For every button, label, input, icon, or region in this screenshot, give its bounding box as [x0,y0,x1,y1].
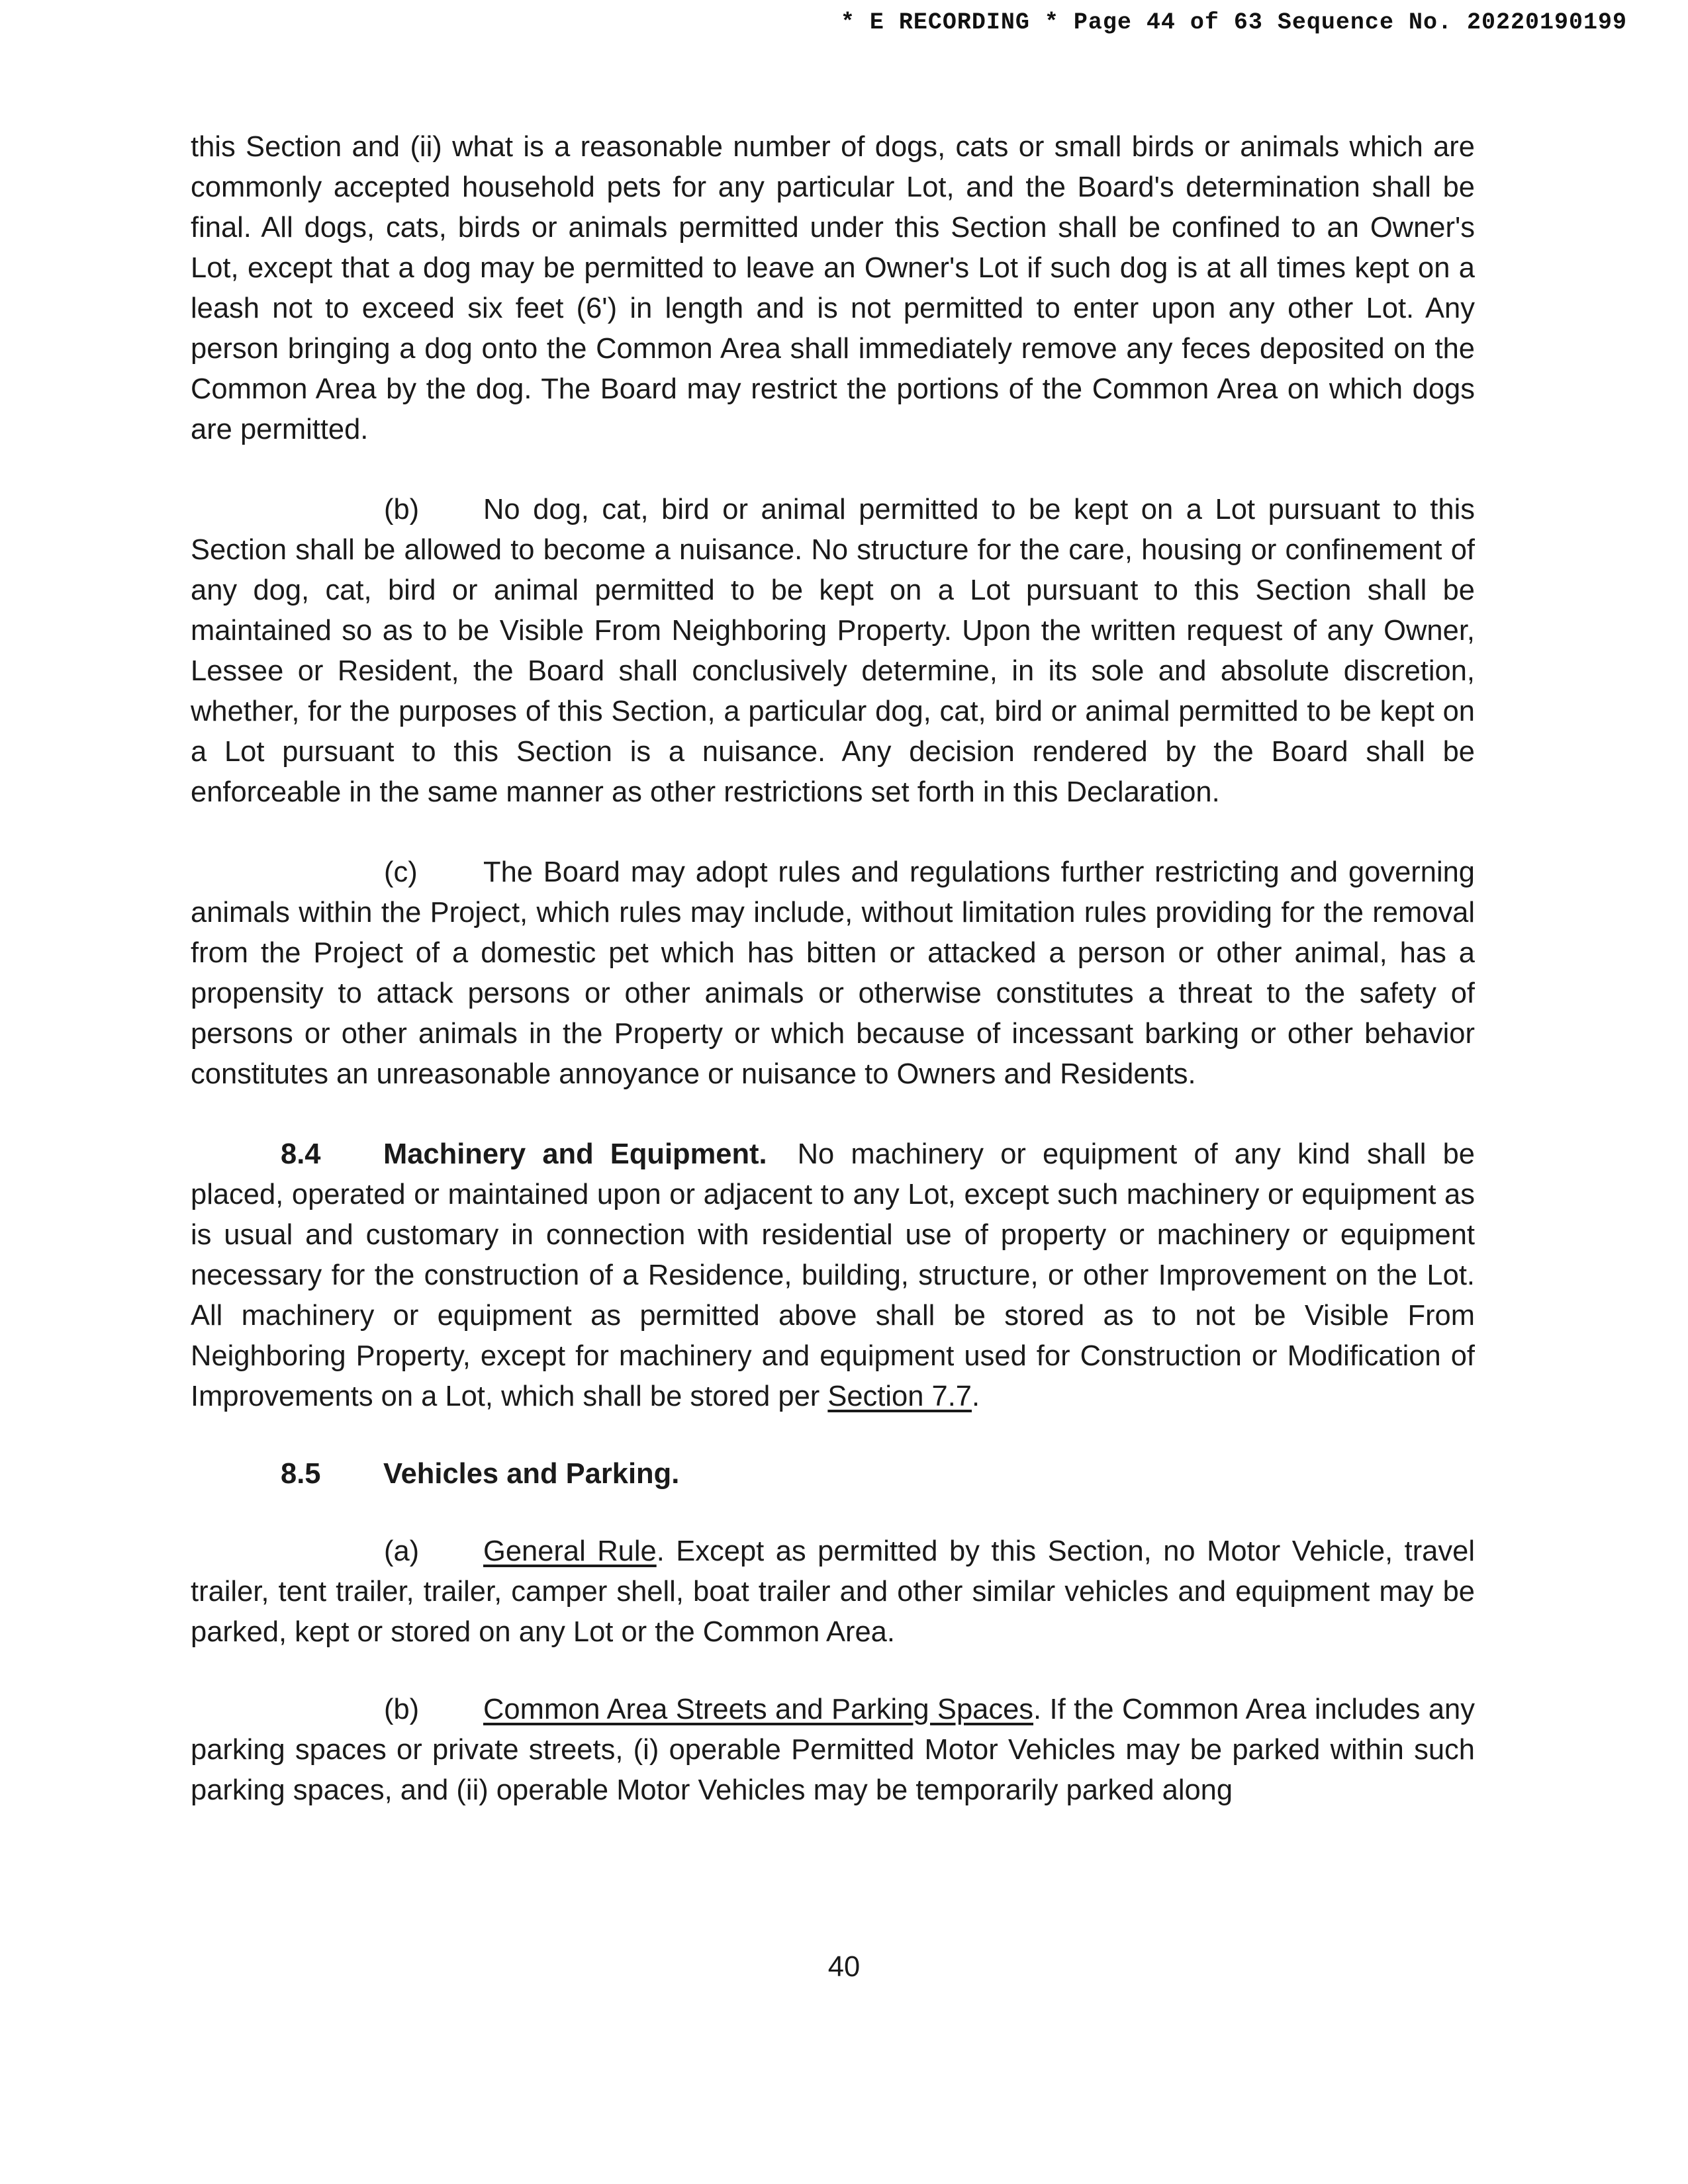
subsection-text-8-5-a: . Except as permitted by this Section, no Motor Vehicle, travel trailer, tent trailer, trailer, camper shell, boat trailer and other similar vehicles and equipment may be parked, kept or stored on any Lot or the Common Area. [191,1535,1475,1648]
paragraph-animals-b [191,490,1475,813]
section-end-8-4: . [972,1381,980,1412]
section-title-8-5: Vehicles and Parking. [383,1458,680,1490]
paragraph-animals-continued: this Section and (ii) what is a reasonable number of dogs, cats or small birds or animals which are commonly accepted household pets for any particular Lot, and the Board's determination shall be final. All dogs, cats, birds or animals permitted under this Section shall be confined to an Owner's Lot, except that a dog may be permitted to leave an Owner's Lot if such dog is at all times kept on a leash not to exceed six feet (6') in length and is not permitted to enter upon any other Lot. Any person bringing a dog onto the Common Area shall immediately remove any feces deposited on the Common Area by the dog. The Board may restrict the portions of the Common Area on which dogs are permitted. [191,131,1475,445]
subsection-label-c: (c) [384,856,418,888]
section-text-8-4: No machinery or equipment of any kind shall be placed, operated or maintained upon or adjacent to any Lot, except such machinery or equipment as is usual and customary in connection with residential use of property or machinery or equipment necessary for the construction of a Residence, building, structure, or other Improvement on the Lot. All machinery or equipment as permitted above shall be stored as to not be Visible From Neighboring Property, except for machinery and equipment used for Construction or Modification of Improvements on a Lot, which shall be stored per [191,1138,1475,1412]
section-8-4 [191,1134,1475,1417]
subsection-text-b: No dog, cat, bird or animal permitted to be kept on a Lot pursuant to this Section shall be allowed to become a nuisance. No structure for the care, housing or confinement of any dog, cat, bird or animal permitted to be kept on a Lot pursuant to this Section shall be maintained so as to be Visible From Neighboring Property. Upon the written request of any Owner, Lessee or Resident, the Board shall conclusively determine, in its sole and absolute discretion, whether, for the purposes of this Section, a particular dog, cat, bird or animal permitted to be kept on a Lot pursuant to this Section is a nuisance. Any decision rendered by the Board shall be enforceable in the same manner as other restrictions set forth in this Declaration. [191,494,1475,808]
subsection-label-8-5-b: (b) [384,1694,420,1725]
subsection-label-8-5-a: (a) [384,1535,420,1567]
section-8-5-heading [191,1454,1475,1494]
recording-stamp: * E RECORDING * Page 44 of 63 Sequence No. 20220190199 [840,9,1627,36]
section-8-5-a [191,1531,1475,1653]
subsection-text-8-5-b: . If the Common Area includes any parking spaces or private streets, (i) operable Permitted Motor Vehicles may be parked within such parking spaces, and (ii) operable Motor Vehicles may be temporarily parked along [191,1694,1475,1806]
section-number-8-4: 8.4 [281,1138,321,1170]
paragraph-animals-c [191,852,1475,1095]
section-8-5-b [191,1690,1475,1811]
section-title-8-4: Machinery and Equipment. [383,1138,767,1170]
section-reference-7-7: Section 7.7 [827,1381,972,1412]
subsection-label-b: (b) [384,494,420,525]
subsection-title-general-rule: General Rule [483,1535,657,1567]
page-number: 40 [827,1951,861,1983]
subsection-title-common-area-streets: Common Area Streets and Parking Spaces [483,1694,1034,1725]
document-body [191,127,1475,1811]
section-number-8-5: 8.5 [281,1458,321,1490]
subsection-text-c: The Board may adopt rules and regulations further restricting and governing animals within the Project, which rules may include, without limitation rules providing for the removal from the Project of a domestic pet which has bitten or attacked a person or other animal, has a propensity to attack persons or other animals or otherwise constitutes a threat to the safety of persons or other animals in the Property or which because of incessant barking or other behavior constitutes an unreasonable annoyance or nuisance to Owners and Residents. [191,856,1475,1090]
